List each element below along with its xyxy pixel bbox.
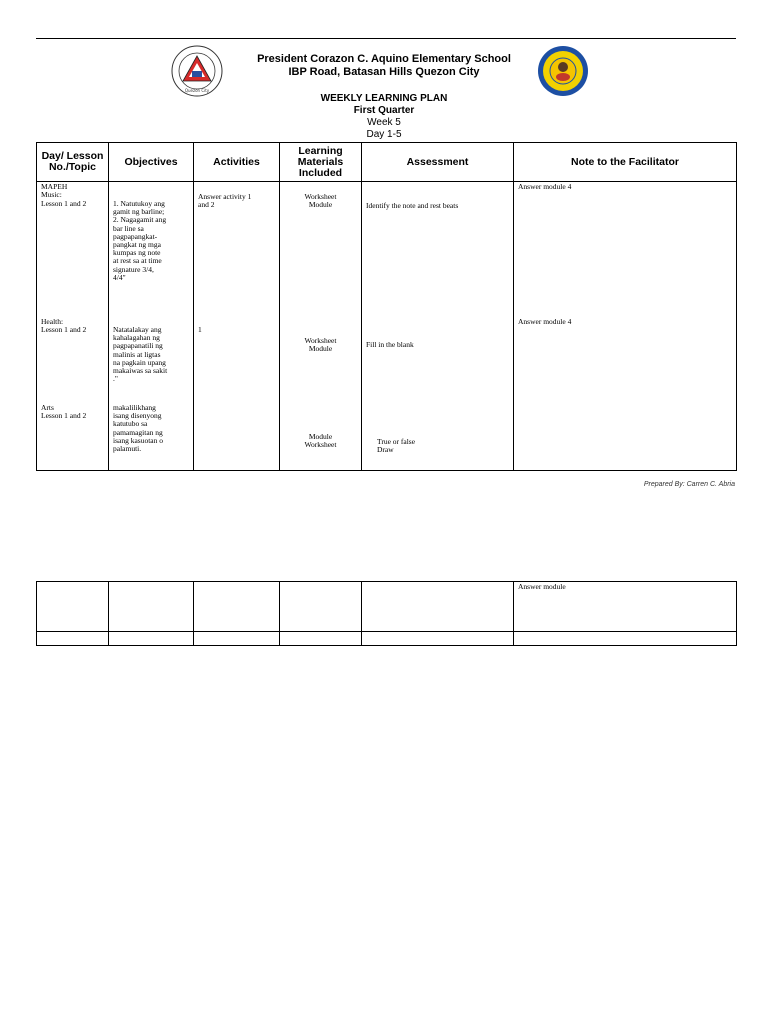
objective-arts: makalilikhang isang disenyong katutubo sa pamamagitan ng isang kasuotan o palamuti. [113, 403, 163, 454]
svg-text:Quezon City: Quezon City [184, 88, 210, 93]
header-note-to-facilitator: Note to the Facilitator [514, 143, 737, 182]
activity-music: Answer activity 1 and 2 [198, 192, 252, 210]
materials-music: Worksheet Module [304, 192, 337, 210]
table-row [37, 182, 737, 471]
second-plan-table [36, 581, 737, 646]
top-divider-line [36, 38, 736, 39]
empty-cell [280, 582, 362, 632]
assessment-cell [362, 182, 514, 471]
objectives-cell [109, 182, 194, 471]
table-row [37, 632, 737, 646]
empty-cell [194, 582, 280, 632]
topic-health: Health: [41, 317, 64, 326]
lesson-music: Lesson 1 and 2 [41, 199, 87, 208]
school-address: IBP Road, Batasan Hills Quezon City [288, 66, 480, 78]
note-cell [514, 182, 737, 471]
assessment-music: Identify the note and rest beats [366, 201, 459, 210]
topic-arts: Arts [41, 403, 54, 412]
empty-cell [362, 582, 514, 632]
empty-cell [109, 632, 194, 646]
school-name: President Corazon C. Aquino Elementary School [257, 53, 511, 65]
empty-cell [109, 582, 194, 632]
activity-health: 1 [198, 325, 202, 334]
header-day-lesson: Day/ Lesson No./Topic [37, 143, 109, 182]
topic-music: Music: [41, 190, 62, 199]
objective-health: Natatalakay ang kahalagahan ng pagpapanatili ng malinis at ligtas na pagkain upang makaiwas sa sakit ." [113, 325, 168, 384]
empty-cell [37, 632, 109, 646]
day-lesson-cell [37, 182, 109, 471]
subject-mapeh: MAPEH [41, 182, 68, 191]
note-music: Answer module 4 [518, 182, 572, 191]
note-cell-second [514, 582, 737, 632]
materials-health: Worksheet Module [304, 336, 337, 354]
assessment-health: Fill in the blank [366, 340, 414, 349]
empty-cell [514, 632, 737, 646]
plan-week: Week 5 [367, 117, 401, 128]
empty-cell [194, 632, 280, 646]
header-activities: Activities [194, 143, 280, 182]
table-header-row [37, 143, 737, 182]
activities-cell [194, 182, 280, 471]
plan-days: Day 1-5 [366, 129, 402, 140]
prepared-by: Prepared By: Carren C. Abria [643, 481, 735, 488]
empty-cell [37, 582, 109, 632]
header-learning-materials: Learning Materials Included [280, 143, 362, 182]
empty-cell [280, 632, 362, 646]
plan-title: WEEKLY LEARNING PLAN [320, 93, 448, 104]
assessment-arts: True or false Draw [377, 437, 416, 455]
lesson-arts: Lesson 1 and 2 [41, 411, 87, 420]
plan-quarter: First Quarter [353, 105, 415, 116]
note-health: Answer module 4 [518, 317, 572, 326]
materials-arts: Module Worksheet [304, 432, 337, 450]
header-objectives: Objectives [109, 143, 194, 182]
empty-cell [362, 632, 514, 646]
lesson-health: Lesson 1 and 2 [41, 325, 87, 334]
objective-music: 1. Natutukoy ang gamit ng barline; 2. Nagagamit ang bar line sa pagpapangkat- pangkat ng mga kumpas ng note at rest sa at time signature 3/4, 4/4" [113, 199, 167, 282]
note-answer-module: Answer module [518, 582, 566, 591]
learning-plan-table [36, 142, 737, 471]
header-assessment: Assessment [362, 143, 514, 182]
table-row [37, 582, 737, 632]
materials-cell [280, 182, 362, 471]
